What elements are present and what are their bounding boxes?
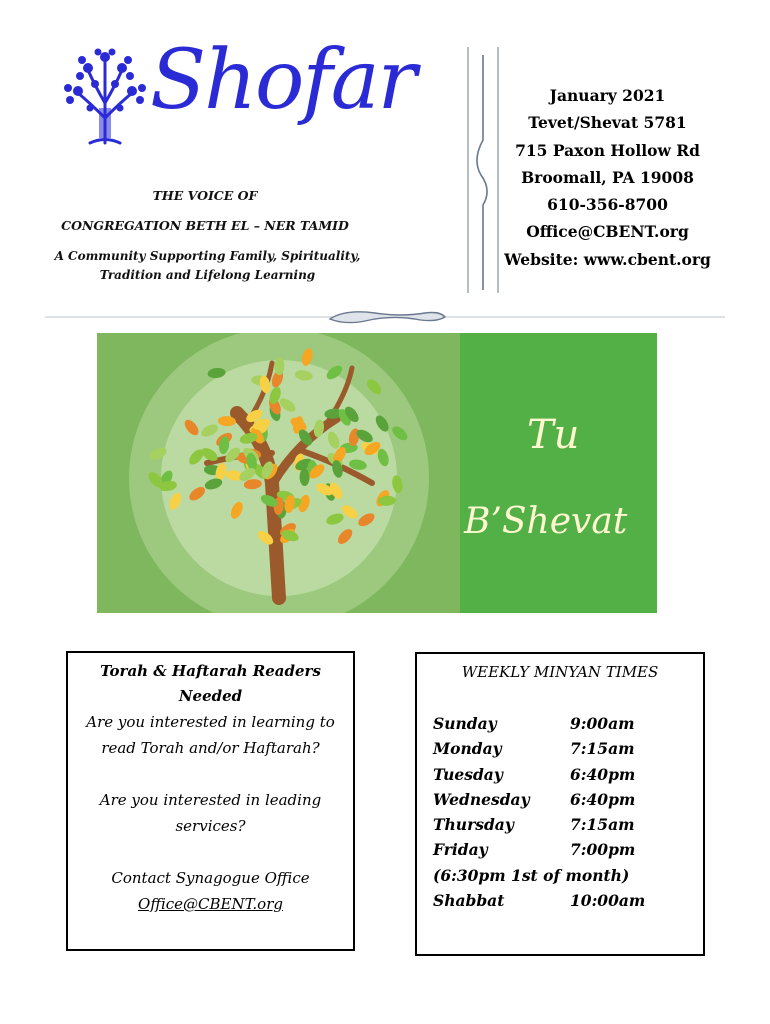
congregation-name: CONGREGATION BETH EL – NER TAMID [61,218,349,233]
readers-contact-email-link[interactable]: Office@CBENT.org [138,895,283,913]
torah-readers-box [66,651,355,951]
minyan-row [433,736,703,761]
minyan-day: Monday [433,739,502,759]
minyan-day: Shabbat [433,891,505,911]
readers-question-2: Are you interested in leading services? [99,791,322,835]
banner-line-2: B’Shevat [464,501,628,542]
minyan-day: Tuesday [433,764,503,784]
readers-box-title: Torah & Haftarah Readers Needed [100,662,321,705]
minyan-times-box [415,652,705,956]
city-address: Broomall, PA 19008 [521,167,694,187]
masthead-title: Shofar [150,33,415,128]
minyan-row [433,711,703,736]
minyan-row [433,787,703,812]
minyan-time: 7:15am [570,739,635,759]
issue-date: January 2021 [549,86,666,105]
minyan-day: Wednesday [433,789,530,809]
banner-line-1: Tu [527,412,580,458]
minyan-row [433,812,703,837]
minyan-row [433,837,703,862]
minyan-day: Thursday [433,815,514,835]
minyan-time: 6:40pm [570,789,636,809]
minyan-time: 6:40pm [570,764,636,784]
minyan-row [433,762,703,787]
minyan-time: 9:00am [570,714,635,733]
minyan-note-text: (6:30pm 1st of month) [433,865,630,885]
minyan-schedule [433,711,703,913]
community-motto: A Community Supporting Family, Spirituality, Tradition and Lifelong Learning [54,249,361,282]
office-email-link[interactable]: Office@CBENT.org [526,222,689,242]
website-link[interactable]: Website: www.cbent.org [504,249,711,269]
phone-number: 610-356-8700 [547,195,668,215]
banner-green-panel [460,333,657,613]
street-address: 715 Paxon Hollow Rd [515,140,700,160]
tree-of-life-icon [60,48,150,148]
masthead-tagline: THE VOICE OF [152,188,258,203]
tu-bshevat-banner [97,333,657,613]
readers-contact-label: Contact Synagogue Office [111,869,310,887]
minyan-day: Sunday [433,714,497,733]
hebrew-date: Tevet/Shevat 5781 [528,113,687,133]
minyan-note [433,863,703,888]
minyan-time: 10:00am [570,891,646,911]
readers-question-1: Are you interested in learning to read Torah and/or Haftarah? [86,713,335,757]
minyan-box-title: WEEKLY MINYAN TIMES [461,663,659,681]
minyan-time: 7:00pm [570,840,636,860]
minyan-day: Friday [433,840,488,860]
horizontal-ornament-divider [45,305,725,329]
minyan-time: 7:15am [570,815,635,835]
contact-block [495,82,720,273]
minyan-row-shabbat [433,888,703,913]
